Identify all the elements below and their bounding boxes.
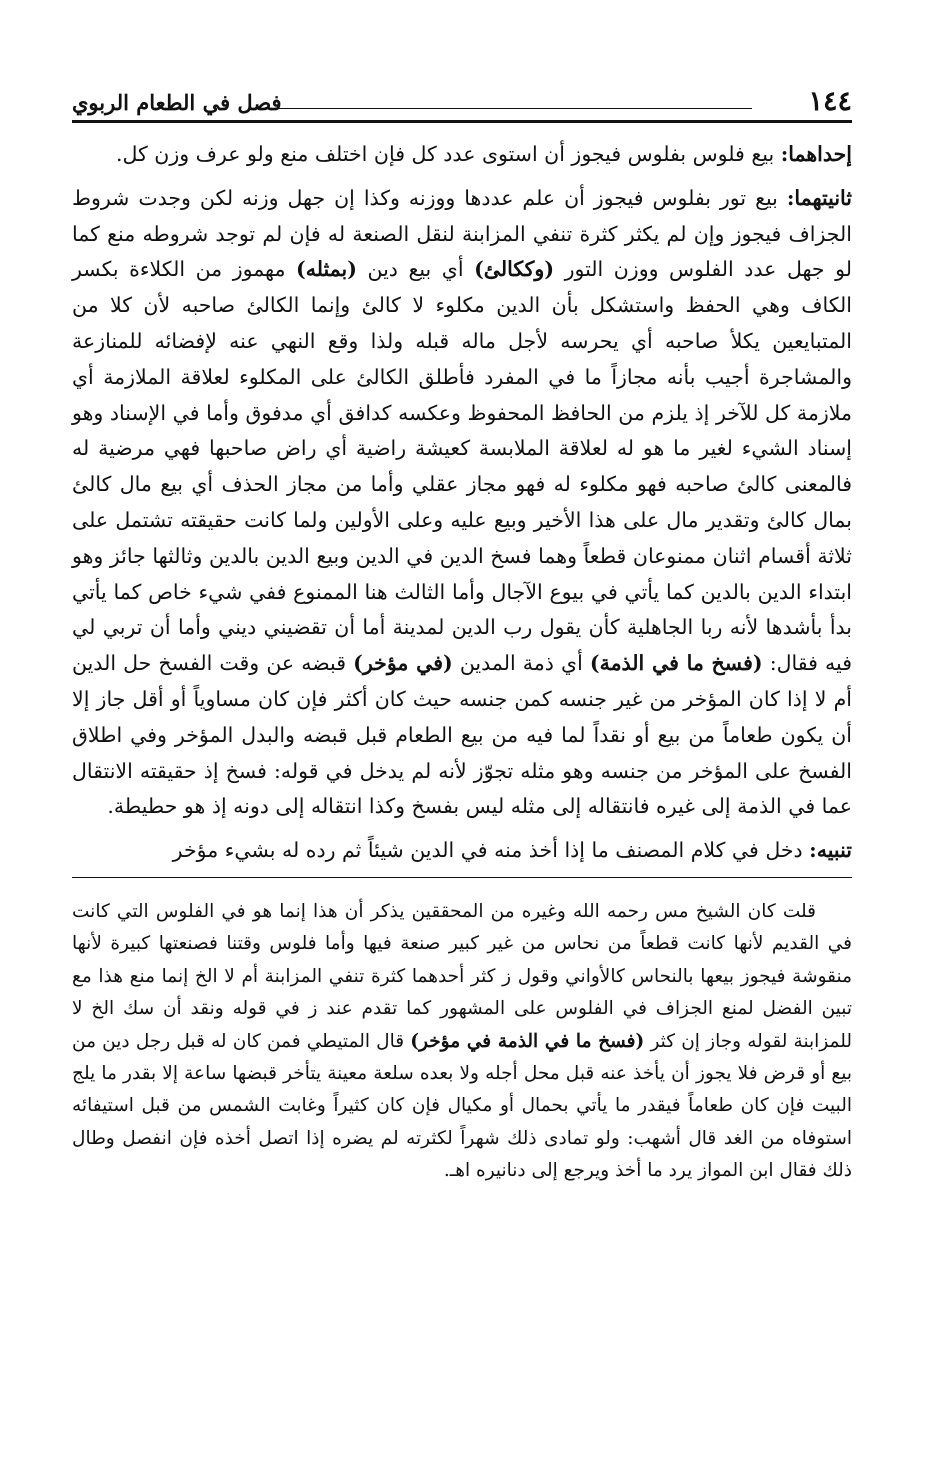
footnote-text: قلت كان الشيخ مس رحمه الله وغيره من المحققين يذكر أن هذا إنما هو في الفلوس التي كانت في القديم لأنها كانت قطعاً من نحاس من غير كبير صنعة فيها وأما فلوس وقتنا فصنعتها كبيرة لأنها منقوشة فيجوز بيعها بالنحاس كالأواني وقول ز كثر أحدهما كثرة تنفي المزابنة أم لا الخ إنما منع هذا مع تبين الفضل لمنع الجزاف في الفلوس على المشهور كما تقدم عند ز في قوله ونقد أن سك الخ لا للمزابنة لقوله وجاز إن كثر bbox=[72, 900, 852, 1052]
paragraph-note bbox=[72, 833, 852, 869]
matn-quote: (بمثله) bbox=[296, 257, 357, 282]
footnote bbox=[72, 896, 852, 1188]
paragraph-text: قبضه عن وقت الفسخ حل الدين أم لا إذا كان المؤخر من غير جنسه كمن جنسه حيث كان أكثر فإن كان مساوياً أو أقل جاز إلا أن يكون طعاماً من بيع أو نقداً لما فيه من بيع الطعام قبل قبضه والبدل المؤخر وفي اطلاق الفسخ على المؤخر من جنسه وهو مثله تجوّز لأنه لم يدخل في قوله: فسخ إذ حقيقته الانتقال عما في الذمة إلى غيره فانتقاله إلى مثله ليس بفسخ وكذا انتقاله إلى دونه إذ هو حطيطة. bbox=[72, 651, 852, 819]
footnote-paragraph bbox=[72, 896, 852, 1188]
paragraph-first bbox=[72, 137, 852, 173]
paragraph-text: أي بيع دين bbox=[356, 257, 475, 282]
matn-quote: (وككالئ) bbox=[474, 257, 555, 282]
matn-quote: (فسخ ما في الذمة في مؤخر) bbox=[410, 1030, 645, 1052]
header-rule bbox=[262, 108, 752, 109]
paragraph-text: أي ذمة المدين bbox=[452, 651, 590, 676]
paragraph-lead: تنبيه: bbox=[809, 838, 852, 863]
main-text bbox=[72, 137, 852, 869]
running-title: فصل في الطعام الربوي bbox=[72, 90, 282, 115]
paragraph-text: بيع فلوس بفلوس فيجوز أن استوى عدد كل فإن اختلف منع ولو عرف وزن كل. bbox=[115, 142, 781, 166]
paragraph-text: مهموز من الكلاءة بكسر الكاف وهي الحفظ واستشكل بأن الدين مكلوء لا كالئ وإنما الكالئ صاحبه لأن كلا من المتبايعين يكلأ صاحبه أي يحرسه لأجل ماله قبله ولذا وقع النهي عنه لإفضائه للمنازعة والمشاجرة أجيب بأنه مجازاً ما في المفرد فأطلق الكالئ على المكلوء لعلاقة الملازمة أي ملازمة كل للآخر إذ يلزم من الحافظ المحفوظ وعكسه كدافق أي مدفوق وأما في الإسناد وهو إسناد الشيء لغير ما هو له لعلاقة الملابسة كعيشة راضية أي راض صاحبها فهي مرضية له فالمعنى كالئ صاحبه فهو مكلوء له فهو مجاز عقلي وأما من مجاز الحذف أي بيع مال كالئ بمال كالئ وتقدير مال على هذا الأخير وبيع عليه وعلى الأولين ولما كانت حقيقته تشتمل على ثلاثة أقسام اثنان ممنوعان قطعاً وهما فسخ الدين في الدين وبيع الدين بالدين وثالثها جائز وهو ابتداء الدين بالدين كما يأتي في بيوع الآجال وأما الثالث هنا الممنوع ففي شيء خاص كما يأتي بدأ بأشدها لأنه ربا الجاهلية كأن يقول رب الدين لمدينة أما أن تقضيني ديني وأما أن تربي لي فيه فقال: bbox=[72, 257, 852, 676]
footnote-divider bbox=[72, 877, 852, 878]
paragraph-second bbox=[72, 181, 852, 825]
book-page bbox=[72, 60, 852, 1440]
matn-quote: (فسخ ما في الذمة) bbox=[589, 651, 763, 676]
page-header bbox=[72, 60, 852, 123]
paragraph-text: بيع تور بفلوس فيجوز أن علم عددها ووزنه وكذا إن جهل وزنه لكن وجدت شروط الجزاف فيجوز وإن لم يكثر كثرة تنفي المزابنة لنقل الصنعة له فإن لم توجد شروطه منع كما لو جهل عدد الفلوس ووزن التور bbox=[72, 185, 852, 282]
paragraph-lead: إحداهما: bbox=[780, 142, 852, 166]
page-number: ١٤٤ bbox=[808, 86, 852, 117]
paragraph-text: دخل في كلام المصنف ما إذا أخذ منه في الدين شيئاً ثم رده له بشيء مؤخر bbox=[172, 838, 810, 863]
paragraph-lead: ثانيتهما: bbox=[786, 185, 852, 210]
footnote-text: قال المتيطي فمن كان له قبل رجل دين من بيع أو قرض فلا يجوز أن يأخذ عنه قبل محل أجله ولا بعده سلعة معينة يتأخر قبضها ساعة إلا بقدر ما يلج البيت فإن كان طعاماً فيقدر ما يأتي بحمال أو مكيال فإن كان كثيراً وغابت الشمس من قبل استيفائه استوفاه من الغد قال أشهب: ولو تمادى ذلك شهراً لكثرته لم يضره إذا اتصل أخذه فإن انفصل وطال ذلك فقال ابن المواز يرد ما أخذ ويرجع إلى دنانيره اهـ. bbox=[72, 1030, 852, 1182]
matn-quote: (في مؤخر) bbox=[353, 651, 453, 676]
